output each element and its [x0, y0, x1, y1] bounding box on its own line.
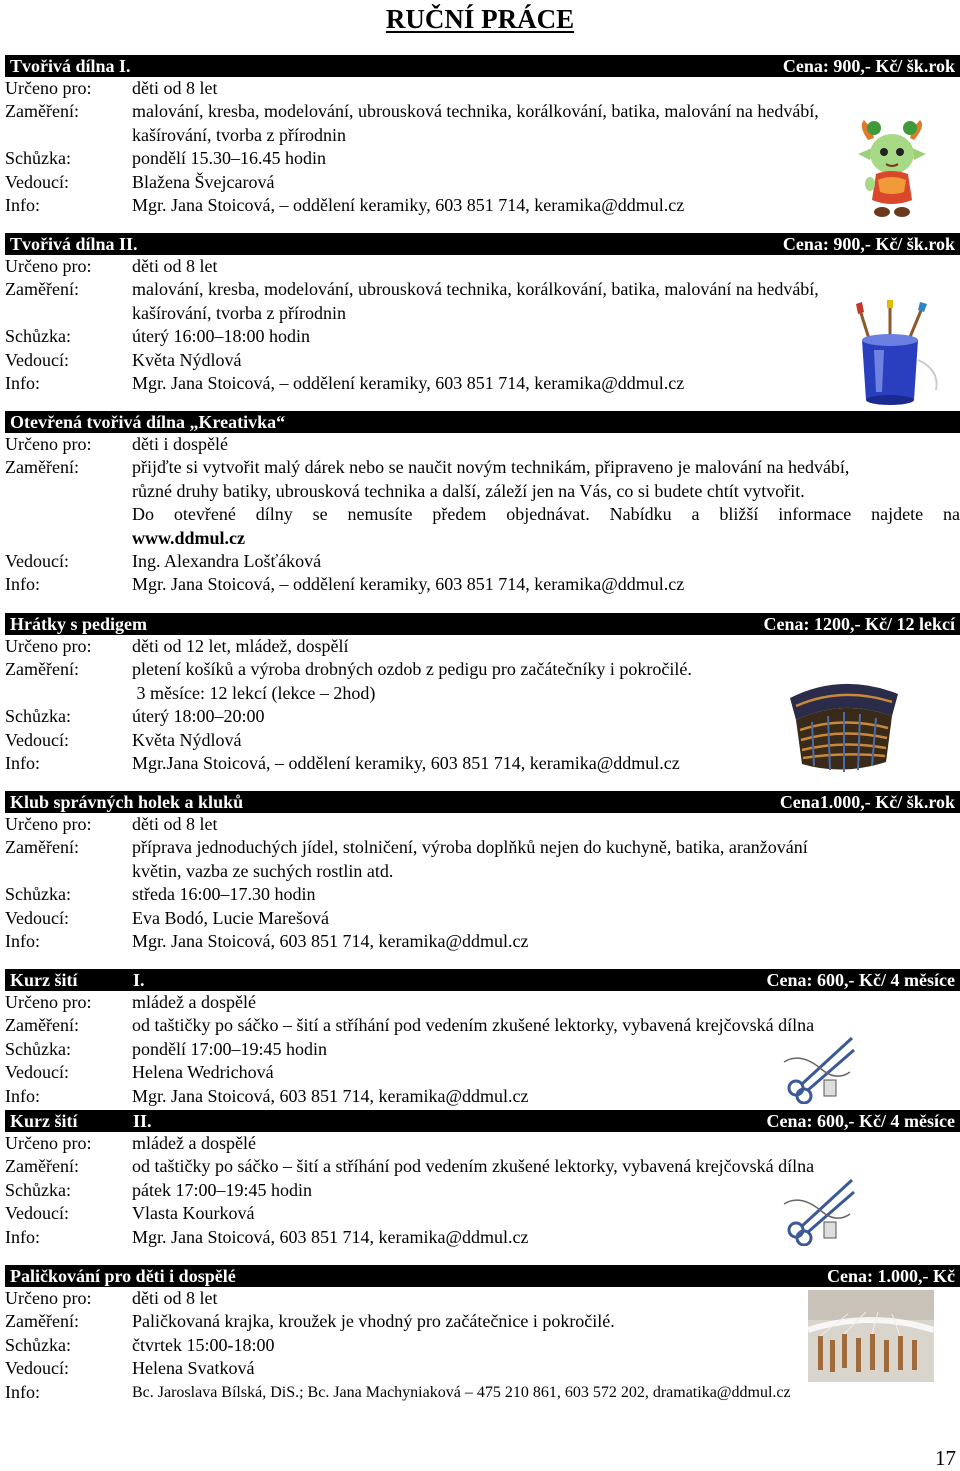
row-info: Info: Mgr. Jana Stoicová, 603 851 714, keramika@ddmul.cz — [5, 931, 529, 952]
section-header — [5, 233, 960, 255]
section-name: Kurz šití — [10, 970, 78, 990]
wicker-basket-icon — [782, 672, 906, 774]
section-tvoriva-dilna-2 — [5, 233, 960, 395]
row-schuzka: Schůzka: pondělí 15.30–16.45 hodin — [5, 148, 326, 169]
row-info: Info: Mgr. Jana Stoicová, – oddělení keramiky, 603 851 714, keramika@ddmul.cz — [5, 574, 685, 595]
section-price: Cena1.000,- Kč/ šk.rok — [779, 792, 955, 812]
section-price: Cena: 900,- Kč/ šk.rok — [782, 56, 955, 76]
scissors-thread-icon — [780, 1174, 858, 1246]
elf-doll-icon — [854, 118, 930, 220]
section-kreativka — [5, 411, 960, 597]
row-schuzka: Schůzka: čtvrtek 15:00-18:00 — [5, 1334, 275, 1355]
row-urceno: Určeno pro: děti i dospělé — [5, 434, 228, 454]
row-schuzka: Schůzka: úterý 18:00–20:00 — [5, 706, 265, 727]
section-name: Klub správných holek a kluků — [10, 792, 244, 812]
section-name: Otevřená tvořivá dílna „Kreativka“ — [10, 412, 286, 432]
row-urceno: Určeno pro: mládež a dospělé — [5, 1133, 256, 1153]
section-header — [5, 969, 960, 991]
row-zamereni: Zaměření: od taštičky po sáčko – šití a stříhání pod vedením zkušené lektorky, vybavená krejčovská dílna — [5, 1156, 815, 1177]
section-name: Kurz šití — [10, 1111, 78, 1131]
row-schuzka: Schůzka: pondělí 17:00–19:45 hodin — [5, 1038, 327, 1059]
section-header — [5, 1110, 960, 1132]
section-name: Tvořivá dílna II. — [10, 234, 138, 254]
row-schuzka: Schůzka: pátek 17:00–19:45 hodin — [5, 1179, 312, 1200]
row-vedouci: Vedoucí: Eva Bodó, Lucie Marešová — [5, 907, 329, 928]
row-zamereni: Zaměření: přijďte si vytvořit malý dárek nebo se naučit novým technikám, připraveno je malování na hedvábí, různé druhy batiky, ubrousková technika a další, záleží jen na Vás, co si budete chtít vytvořit. Do otevřené dílny se nemusíte předem objednávat. Nabídku a bližší informace najdete na www.ddmul.cz — [5, 456, 960, 550]
row-info: Info: Mgr. Jana Stoicová, 603 851 714, keramika@ddmul.cz — [5, 1085, 529, 1106]
row-zamereni: Zaměření: pletení košíků a výroba drobných ozdob z pedigu pro začátečníky i pokročilé. 3 měsíce: 12 lekcí (lekce – 2hod) — [5, 659, 692, 703]
row-urceno: Určeno pro: děti od 8 let — [5, 256, 218, 276]
section-price: Cena: 900,- Kč/ šk.rok — [782, 234, 955, 254]
row-vedouci: Vedoucí: Květa Nýdlová — [5, 349, 242, 370]
row-zamereni: Zaměření: malování, kresba, modelování, ubrousková technika, korálkování, batika, malování na hedvábí, kašírování, tvorba z přírodnin — [5, 101, 819, 145]
row-vedouci: Vedoucí: Ing. Alexandra Lošťáková — [5, 551, 322, 572]
row-zamereni: Zaměření: malování, kresba, modelování, ubrousková technika, korálkování, batika, malování na hedvábí, kašírování, tvorba z přírodnin — [5, 279, 819, 323]
section-header — [5, 791, 960, 813]
row-info: Info: Mgr.Jana Stoicová, – oddělení keramiky, 603 851 714, keramika@ddmul.cz — [5, 753, 680, 774]
row-urceno: Určeno pro: mládež a dospělé — [5, 992, 256, 1012]
section-header — [5, 55, 960, 77]
bobbin-lace-photo — [808, 1290, 934, 1382]
section-header — [5, 1265, 960, 1287]
row-vedouci: Vedoucí: Květa Nýdlová — [5, 729, 242, 750]
paint-brushes-cup-icon — [840, 300, 950, 408]
web-link[interactable]: www.ddmul.cz — [132, 527, 246, 548]
row-zamereni: Zaměření: od taštičky po sáčko – šití a stříhání pod vedením zkušené lektorky, vybavená krejčovská dílna — [5, 1015, 815, 1036]
row-urceno: Určeno pro: děti od 8 let — [5, 78, 218, 98]
row-info: Info: Mgr. Jana Stoicová, – oddělení keramiky, 603 851 714, keramika@ddmul.cz — [5, 373, 685, 394]
section-price: Cena: 600,- Kč/ 4 měsíce — [766, 970, 955, 990]
section-price: Cena: 1200,- Kč/ 12 lekcí — [763, 614, 955, 634]
row-info: Info: Mgr. Jana Stoicová, – oddělení keramiky, 603 851 714, keramika@ddmul.cz — [5, 195, 685, 216]
row-schuzka: Schůzka: úterý 16:00–18:00 hodin — [5, 326, 310, 347]
row-info: Info: Mgr. Jana Stoicová, 603 851 714, keramika@ddmul.cz — [5, 1226, 529, 1247]
section-header — [5, 613, 960, 635]
section-name: Hrátky s pedigem — [10, 614, 147, 634]
section-price: Cena: 600,- Kč/ 4 měsíce — [766, 1111, 955, 1131]
row-urceno: Určeno pro: děti od 12 let, mládež, dospělí — [5, 636, 349, 656]
row-vedouci: Vedoucí: Vlasta Kourková — [5, 1203, 255, 1224]
section-name: Tvořivá dílna I. — [10, 56, 131, 76]
page-title: RUČNÍ PRÁCE — [385, 4, 575, 34]
scissors-thread-icon — [780, 1032, 858, 1104]
row-info: Info: Bc. Jaroslava Bílská, DiS.; Bc. Jana Machyniaková – 475 210 861, 603 572 202, dramatika@ddmul.cz — [5, 1381, 791, 1402]
row-schuzka: Schůzka: středa 16:00–17.30 hodin — [5, 884, 316, 905]
section-number: II. — [133, 1111, 152, 1131]
row-zamereni: Zaměření: Paličkovaná krajka, kroužek je vhodný pro začátečnice i pokročilé. — [5, 1311, 615, 1332]
note-text: Do otevřené dílny se nemusíte předem objednávat. Nabídku a bližší informace najdete na — [132, 504, 960, 525]
section-name: Paličkování pro děti i dospělé — [10, 1266, 236, 1286]
section-klub — [5, 791, 960, 953]
section-header — [5, 411, 960, 433]
page-number: 17 — [935, 1446, 956, 1470]
row-zamereni: Zaměření: příprava jednoduchých jídel, stolničení, výroba doplňků nejen do kuchyně, batika, aranžování květin, vazba ze suchých rostlin atd. — [5, 837, 808, 881]
section-price: Cena: 1.000,- Kč — [827, 1266, 955, 1286]
row-vedouci: Vedoucí: Helena Wedrichová — [5, 1062, 274, 1083]
row-vedouci: Vedoucí: Blažena Švejcarová — [5, 171, 275, 192]
section-number: I. — [133, 970, 145, 990]
row-urceno: Určeno pro: děti od 8 let — [5, 1288, 218, 1308]
section-tvoriva-dilna-1 — [5, 55, 960, 217]
row-vedouci: Vedoucí: Helena Svatková — [5, 1358, 255, 1379]
row-urceno: Určeno pro: děti od 8 let — [5, 814, 218, 834]
